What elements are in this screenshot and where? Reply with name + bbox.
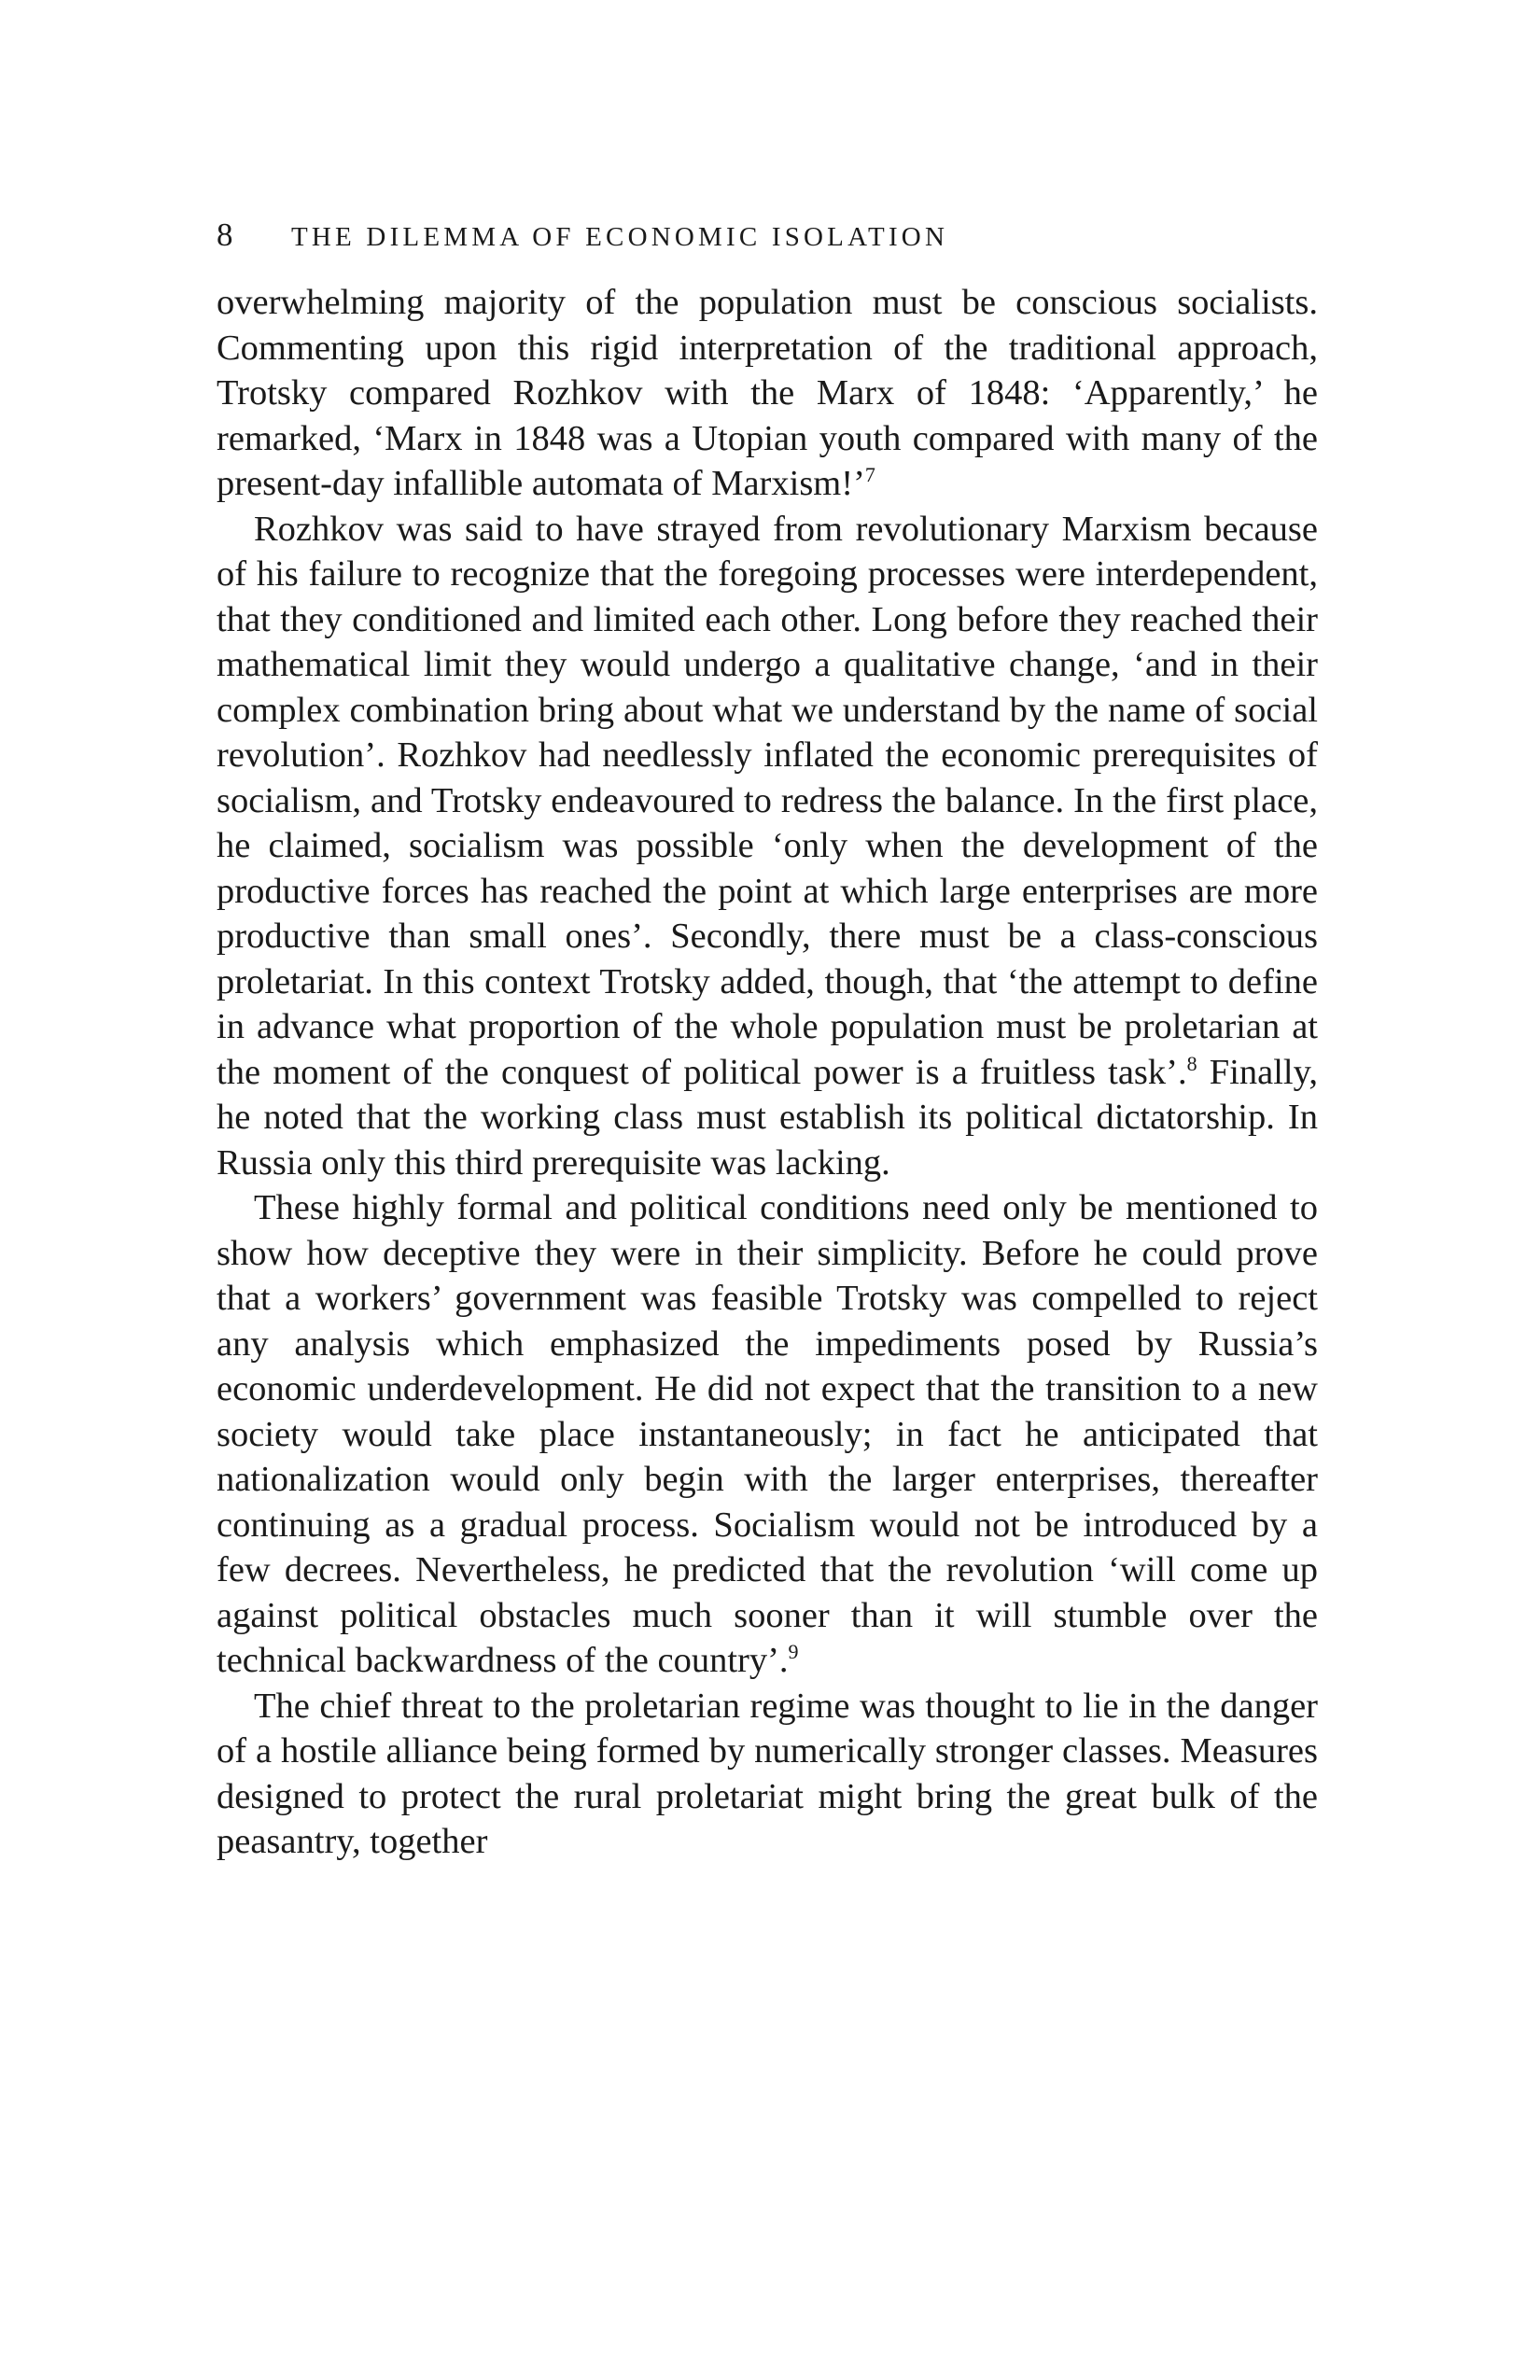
body-text xyxy=(217,280,1318,1865)
paragraph xyxy=(217,1185,1318,1684)
footnote-marker: 9 xyxy=(788,1640,799,1664)
page-number: 8 xyxy=(217,217,233,253)
paragraph-text: The chief threat to the proletarian regime was thought to lie in the danger of a hostile alliance being formed by numerically stronger classes. Measures designed to protect the rural proletariat might bring the great bulk of the peasantry, together xyxy=(217,1686,1318,1861)
paragraph-text: overwhelming majority of the population must be conscious socialists. Commenting upon this rigid interpretation of the traditional approach, Trotsky compared Rozhkov with the Marx of 1848: ‘Apparently,’ he remarked, ‘Marx in 1848 was a Utopian youth compared with many of the present-day infallible automata of Marxism!’ xyxy=(217,283,1318,503)
footnote-marker: 7 xyxy=(864,463,875,487)
paragraph-text: Rozhkov was said to have strayed from revolutionary Marxism because of his failure to recognize that the foregoing processes were interdependent, that they conditioned and limited each other. Long before they reached their mathematical limit they would undergo a qualitative change, ‘and in their complex combination bring about what we understand by the name of social revolution’. Rozhkov had needlessly inflated the economic prerequisites of socialism, and Trotsky endeavoured to redress the balance. In the first place, he claimed, socialism was possible ‘only when the development of the productive forces has reached the point at which large enterprises are more productive than small ones’. Secondly, there must be a class-conscious proletariat. In this context Trotsky added, though, that ‘the attempt to define in advance what proportion of the whole population must be proletarian at the moment of the conquest of political power is a fruitless task’. xyxy=(217,509,1318,1092)
running-title: THE DILEMMA OF ECONOMIC ISOLATION xyxy=(291,222,949,252)
paragraph-text: These highly formal and political conditions need only be mentioned to show how deceptive they were in their simplicity. Before he could prove that a workers’ government was feasible Trotsky was compelled to reject any analysis which emphasized the impediments posed by Russia’s economic underdevelopment. He did not expect that the transition to a new society would take place instantaneously; in fact he anticipated that nationalization would only begin with the larger enterprises, thereafter continuing as a gradual process. Socialism would not be introduced by a few decrees. Nevertheless, he predicted that the revolution ‘will come up against political obstacles much sooner than it will stumble over the technical backwardness of the country’. xyxy=(217,1188,1318,1680)
running-head xyxy=(217,217,1318,273)
paragraph-text: Finally, he noted that the working class must establish its political dictatorship. In Russia only this third prerequisite was lacking. xyxy=(217,1052,1318,1183)
paragraph xyxy=(217,1684,1318,1865)
footnote-marker: 8 xyxy=(1186,1051,1197,1075)
paragraph xyxy=(217,507,1318,1186)
paragraph xyxy=(217,280,1318,507)
book-page xyxy=(217,217,1318,1865)
